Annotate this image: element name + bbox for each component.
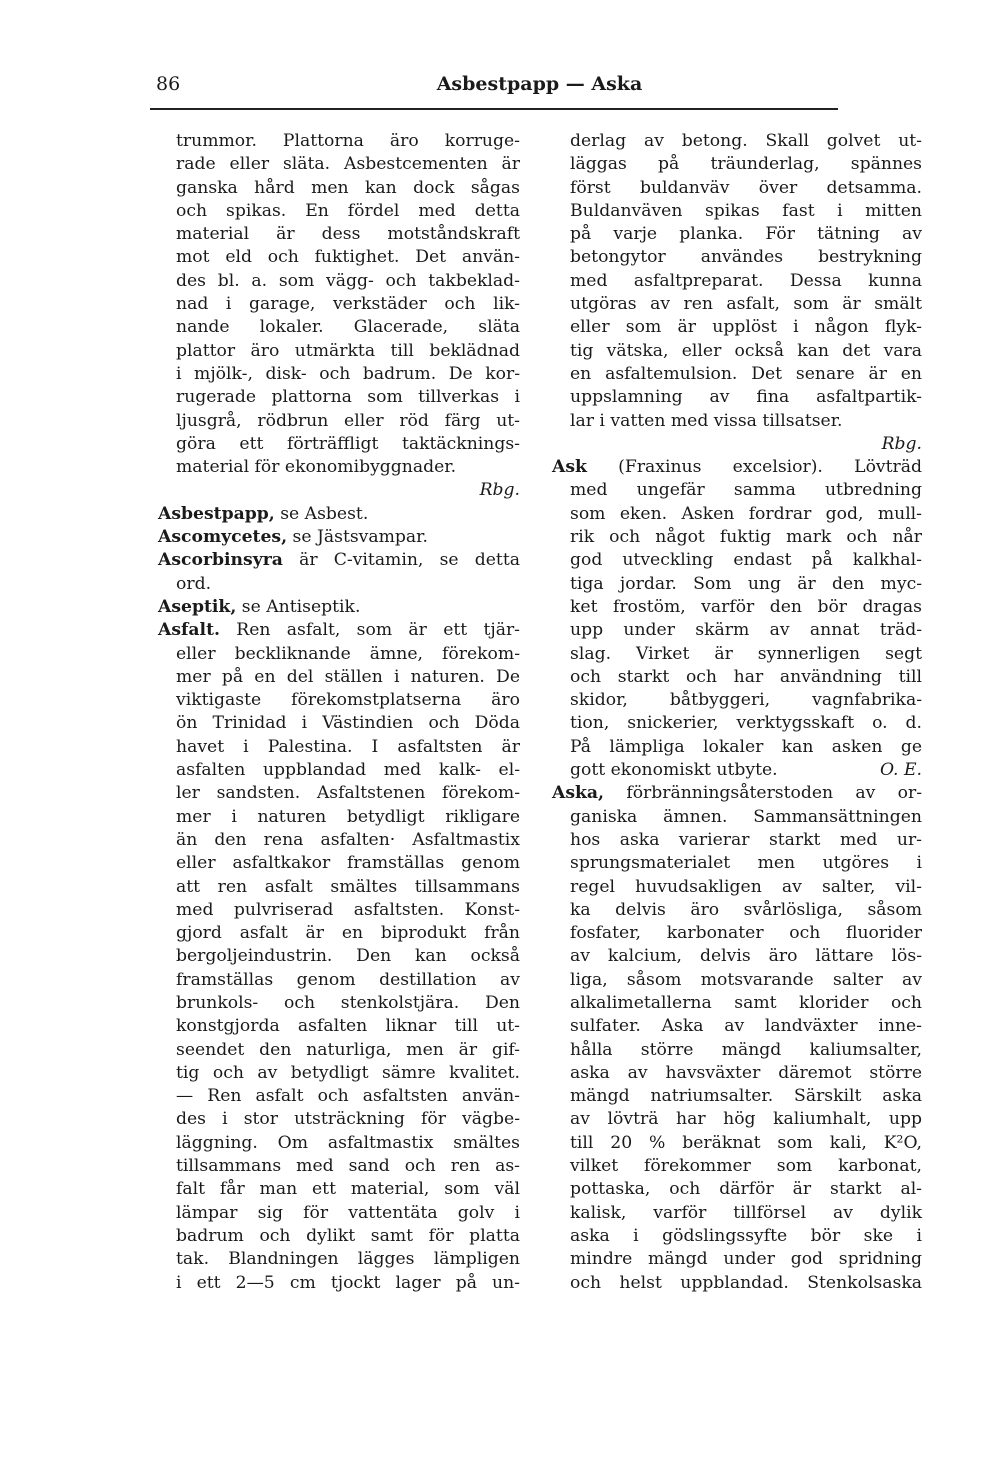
line-text: asfalten uppblandad med kalk- el-	[176, 760, 520, 781]
text-line	[158, 410, 520, 433]
line-text: skidor, båtbyggeri, vagnfabrika-	[570, 690, 922, 711]
line-text: ka delvis äro svårlösliga, såsom	[570, 899, 922, 920]
line-text: liga, såsom motsvarande salter av	[570, 969, 922, 990]
line-text: gott ekonomiskt utbyte.	[570, 760, 778, 781]
line-text: i mjölk-, disk- och badrum. De kor-	[176, 363, 520, 384]
line-text: ganska hård men kan dock sågas	[176, 177, 520, 198]
line-text: av kalcium, delvis äro lättare lös-	[570, 946, 922, 967]
text-line	[552, 852, 922, 875]
line-text: förbränningsåterstoden av or-	[604, 783, 922, 804]
line-text: uppslamning av fina asfaltpartik-	[570, 387, 922, 408]
text-line	[158, 526, 520, 549]
text-line	[158, 829, 520, 852]
line-text: till 20 % beräknat som kali, K²O,	[570, 1132, 922, 1153]
text-line	[552, 1039, 922, 1062]
line-text: läggning. Om asfaltmastix smältes	[176, 1132, 520, 1153]
line-text: framställas genom destillation av	[176, 969, 520, 990]
text-line	[552, 270, 922, 293]
line-text: att ren asfalt smältes tillsammans	[176, 876, 520, 897]
line-text: betongytor användes bestrykning	[570, 247, 922, 268]
line-text: des bl. a. som vägg- och takbeklad-	[176, 270, 520, 291]
text-line	[158, 479, 520, 502]
line-text: plattor äro utmärkta till beklädnad	[176, 340, 520, 361]
line-text: lämpar sig för vattentäta golv i	[176, 1202, 520, 1223]
text-line	[552, 1062, 922, 1085]
text-line	[158, 852, 520, 875]
line-text: tak. Blandningen lägges lämpligen	[176, 1249, 520, 1270]
text-line	[552, 386, 922, 409]
text-line	[158, 666, 520, 689]
line-text: mer i naturen betydligt rikligare	[176, 806, 520, 827]
line-text: göra ett förträffligt taktäcknings-	[176, 433, 520, 454]
text-line	[158, 1272, 520, 1295]
text-line	[552, 316, 922, 339]
text-line	[158, 270, 520, 293]
text-line	[552, 829, 922, 852]
entry-headword: Ask	[552, 457, 587, 478]
line-text: material för ekonomibyggnader.	[176, 457, 457, 478]
text-line	[552, 526, 922, 549]
line-text: rugerade plattorna som tillverkas i	[176, 387, 520, 408]
text-line	[158, 1015, 520, 1038]
text-line	[552, 1178, 922, 1201]
text-line	[552, 456, 922, 479]
text-line	[552, 1225, 922, 1248]
text-line	[552, 1155, 922, 1178]
text-line	[552, 573, 922, 596]
text-line	[158, 503, 520, 526]
text-line	[158, 1085, 520, 1108]
line-text: mängd natriumsalter. Särskilt aska	[570, 1086, 922, 1107]
text-line	[158, 246, 520, 269]
text-line	[158, 1225, 520, 1248]
line-text: konstgjorda asfalten liknar till ut-	[176, 1016, 520, 1037]
line-text: eller asfaltkakor framställas genom	[176, 853, 520, 874]
text-line	[552, 619, 922, 642]
line-text: gjord asfalt är en biprodukt från	[176, 923, 520, 944]
text-line	[552, 1132, 922, 1155]
line-text: alkalimetallerna samt klorider och	[570, 992, 922, 1013]
text-line	[158, 177, 520, 200]
text-line	[158, 1248, 520, 1271]
text-line	[552, 876, 922, 899]
line-text: i ett 2—5 cm tjockt lager på un-	[176, 1272, 520, 1293]
text-line	[552, 223, 922, 246]
text-line	[552, 969, 922, 992]
text-line	[158, 992, 520, 1015]
text-line	[158, 573, 520, 596]
entry-headword: Ascorbinsyra	[158, 550, 283, 571]
line-text: ganiska ämnen. Sammansättningen	[570, 806, 922, 827]
text-line	[158, 712, 520, 735]
text-line	[552, 293, 922, 316]
line-text: Ren asfalt, som är ett tjär-	[220, 620, 520, 641]
line-text: Rbg.	[881, 433, 922, 454]
line-text: med asfaltpreparat. Dessa kunna	[570, 270, 922, 291]
line-text: mindre mängd under god spridning	[570, 1249, 922, 1270]
line-text: hålla större mängd kaliumsalter,	[570, 1039, 922, 1060]
line-text: På lämpliga lokaler kan asken ge	[570, 736, 922, 757]
line-text: ön Trinidad i Västindien och Döda	[176, 713, 520, 734]
line-text: kalisk, varför tillförsel av dylik	[570, 1202, 922, 1223]
text-line	[158, 899, 520, 922]
line-text: mot eld och fuktighet. Det använ-	[176, 247, 520, 268]
line-text: ord.	[176, 573, 212, 594]
text-line	[158, 340, 520, 363]
text-line	[158, 549, 520, 572]
text-line	[552, 1202, 922, 1225]
line-text: hos aska varierar starkt med ur-	[570, 829, 922, 850]
text-line	[158, 1155, 520, 1178]
text-line	[552, 689, 922, 712]
text-line	[552, 712, 922, 735]
line-text: tiga jordar. Som ung är den myc-	[570, 573, 922, 594]
line-text: eller som är upplöst i någon flyk-	[570, 317, 922, 338]
line-text: tion, snickerier, verktygsskaft o. d.	[570, 713, 922, 734]
line-text: des i stor utsträckning för vägbe-	[176, 1109, 520, 1130]
text-line	[158, 759, 520, 782]
text-line	[158, 1062, 520, 1085]
line-text: pottaska, och därför är starkt al-	[570, 1179, 922, 1200]
entry-headword: Aseptik,	[158, 596, 237, 617]
line-text: trummor. Plattorna äro korruge-	[176, 131, 520, 151]
line-text: och helst uppblandad. Stenkolsaska	[570, 1272, 922, 1293]
line-text: läggas på träunderlag, spännes	[570, 154, 922, 175]
text-line	[552, 945, 922, 968]
text-line	[158, 619, 520, 642]
text-line	[552, 643, 922, 666]
line-text: Buldanväven spikas fast i mitten	[570, 200, 922, 221]
text-line	[552, 736, 922, 759]
entry-headword: Ascomycetes,	[158, 527, 288, 548]
text-line	[552, 1272, 922, 1295]
line-text: ler sandsten. Asfaltstenen förekom-	[176, 783, 520, 804]
text-line	[552, 992, 922, 1015]
text-line	[552, 246, 922, 269]
text-line	[158, 876, 520, 899]
text-line	[552, 666, 922, 689]
text-line	[552, 899, 922, 922]
line-text: se Jästsvampar.	[287, 527, 428, 548]
line-text: är C-vitamin, se detta	[282, 550, 520, 571]
line-text: nad i garage, verkstäder och lik-	[176, 294, 520, 315]
line-text: bergoljeindustrin. Den kan också	[176, 946, 520, 967]
line-text: (Fraxinus excelsior). Lövträd	[586, 457, 922, 478]
text-line	[552, 479, 922, 502]
line-text: aska i gödslingssyfte bör ske i	[570, 1225, 922, 1246]
text-line	[158, 153, 520, 176]
line-text: och starkt och har användning till	[570, 666, 922, 687]
line-text: på varje planka. För tätning av	[570, 224, 922, 245]
line-text: lar i vatten med vissa tillsatser.	[570, 410, 843, 431]
line-text: slag. Virket är synnerligen segt	[570, 643, 922, 664]
text-line	[158, 130, 520, 153]
text-line	[552, 806, 922, 829]
text-line	[158, 643, 520, 666]
line-text: badrum och dylikt samt för platta	[176, 1225, 520, 1246]
line-text: ket frostöm, varför den bör dragas	[570, 596, 922, 617]
text-line	[552, 177, 922, 200]
running-head: Asbestpapp — Aska	[436, 73, 643, 95]
line-text: se Antiseptik.	[236, 596, 361, 617]
line-text: och spikas. En fördel med detta	[176, 200, 520, 221]
line-text: Rbg.	[479, 480, 520, 501]
line-text: mer på en del ställen i naturen. De	[176, 666, 520, 687]
entry-headword: Aska,	[552, 783, 605, 804]
text-line	[552, 759, 922, 782]
line-text: viktigaste förekomstplatserna äro	[176, 690, 520, 711]
entry-headword: Asfalt.	[158, 620, 220, 641]
line-text: derlag av betong. Skall golvet ut-	[570, 131, 922, 151]
text-line	[552, 549, 922, 572]
line-text: sprungsmaterialet men utgöres i	[570, 853, 922, 874]
text-line	[158, 363, 520, 386]
text-line	[552, 410, 922, 433]
line-text: än den rena asfalten· Asfaltmastix	[176, 829, 520, 850]
line-text: rade eller släta. Asbestcementen är	[176, 154, 520, 175]
entry-headword: Asbestpapp,	[158, 503, 275, 524]
line-text: nande lokaler. Glacerade, släta	[176, 317, 520, 338]
author-signature: O. E.	[879, 760, 922, 781]
text-line	[552, 363, 922, 386]
line-text: god utveckling endast på kalkhal-	[570, 550, 922, 571]
text-line	[158, 922, 520, 945]
line-text: se Asbest.	[274, 503, 369, 524]
line-text: fosfater, karbonater och fluorider	[570, 923, 922, 944]
line-text: havet i Palestina. I asfaltsten är	[176, 736, 520, 757]
line-text: aska av havsväxter däremot större	[570, 1062, 922, 1083]
line-text: — Ren asfalt och asfaltsten använ-	[176, 1086, 520, 1107]
text-line	[158, 945, 520, 968]
line-text: material är dess motståndskraft	[176, 224, 520, 245]
line-text: ljusgrå, rödbrun eller röd färg ut-	[176, 410, 520, 431]
line-text: upp under skärm av annat träd-	[570, 620, 922, 641]
text-line	[158, 736, 520, 759]
line-text: rik och något fuktig mark och når	[570, 527, 922, 548]
line-text: med ungefär samma utbredning	[570, 480, 922, 501]
line-text: först buldanväv över detsamma.	[570, 177, 922, 198]
text-line	[158, 1132, 520, 1155]
line-text: av lövträ har hög kaliumhalt, upp	[570, 1109, 922, 1130]
text-line	[158, 806, 520, 829]
text-line	[158, 316, 520, 339]
text-line	[158, 456, 520, 479]
text-line	[158, 596, 520, 619]
text-line	[552, 782, 922, 805]
text-line	[552, 130, 922, 153]
line-text: regel huvudsakligen av salter, vil-	[570, 876, 922, 897]
text-line	[552, 596, 922, 619]
line-text: som eken. Asken fordrar god, mull-	[570, 503, 922, 524]
line-text: med pulvriserad asfaltsten. Konst-	[176, 899, 520, 920]
line-text: seendet den naturliga, men är gif-	[176, 1039, 520, 1060]
text-line	[552, 1085, 922, 1108]
text-line	[158, 689, 520, 712]
text-line	[158, 386, 520, 409]
text-line	[552, 433, 922, 456]
text-line	[158, 200, 520, 223]
line-text: tillsammans med sand och ren as-	[176, 1156, 520, 1177]
text-line	[552, 153, 922, 176]
header-rule	[150, 108, 838, 110]
text-line	[552, 503, 922, 526]
text-line	[552, 1015, 922, 1038]
text-line	[158, 1202, 520, 1225]
line-text: brunkols- och stenkolstjära. Den	[176, 992, 520, 1013]
text-line	[552, 1248, 922, 1271]
text-line	[552, 200, 922, 223]
text-line	[158, 293, 520, 316]
left-column	[158, 130, 520, 1295]
page-number: 86	[156, 73, 181, 95]
text-line	[552, 1108, 922, 1131]
line-text: falt får man ett material, som väl	[176, 1179, 520, 1200]
text-line	[158, 1039, 520, 1062]
line-text: en asfaltemulsion. Det senare är en	[570, 363, 922, 384]
right-column	[552, 130, 922, 1295]
line-text: sulfater. Aska av landväxter inne-	[570, 1016, 922, 1037]
text-line	[552, 340, 922, 363]
text-line	[158, 433, 520, 456]
line-text: tig och av betydligt sämre kvalitet.	[176, 1062, 520, 1083]
line-text: utgöras av ren asfalt, som är smält	[570, 294, 922, 315]
text-line	[158, 1178, 520, 1201]
text-line	[158, 782, 520, 805]
line-text: vilket förekommer som karbonat,	[570, 1156, 922, 1177]
line-text: eller beckliknande ämne, förekom-	[176, 643, 520, 664]
text-line	[158, 223, 520, 246]
text-line	[158, 1108, 520, 1131]
text-line	[158, 969, 520, 992]
line-text: tig vätska, eller också kan det vara	[570, 340, 922, 361]
text-line	[552, 922, 922, 945]
